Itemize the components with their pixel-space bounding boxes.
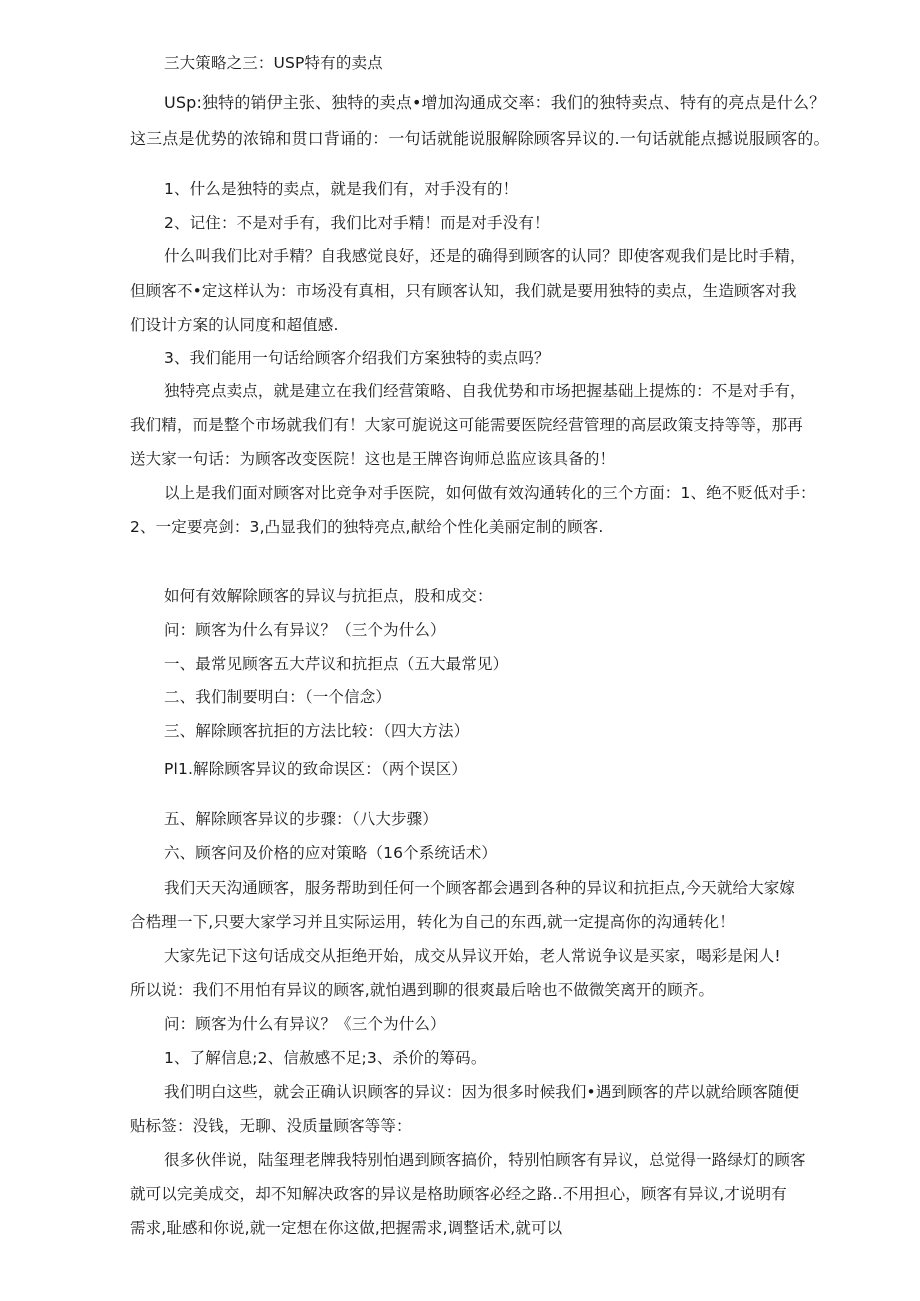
paragraph-line: 我们精，而是整个市场就我们有！大家可旎说这可能需要医院经营管理的高层政策支持等等，那再 (130, 416, 803, 434)
list-item: 1、什么是独特的卖点，就是我们有，对手没有的！ (164, 180, 519, 198)
paragraph-line: 需求,耻感和你说,就一定想在你这做,把握需求,调整话术,就可以 (130, 1219, 563, 1237)
section-heading: 如何有效解除顾客的异议与抗拒点，股和成交： (164, 587, 493, 605)
paragraph-line: 贴标签：没钱，无聊、没质量顾客等等： (130, 1117, 412, 1135)
paragraph-line: 问：顾客为什么有异议？《三个为什么） (164, 1015, 446, 1033)
paragraph-line: 们设计方案的认同度和超值感. (130, 316, 339, 334)
paragraph-line: 我们明白这些，就会正确认识顾客的异议：因为很多时候我们•遇到顾客的芹以就给顾客随便 (164, 1083, 800, 1101)
paragraph-line: 很多伙伴说，陆玺理老牌我特别怕遇到顾客搞价，特别怕顾客有异议，总觉得一路绿灯的顾客 (164, 1151, 806, 1169)
outline-item: 二、我们制要明白：（一个信念） (164, 688, 392, 706)
outline-item: 问：顾客为什么有异议？（三个为什么） (164, 621, 446, 639)
list-item: 3、我们能用一句话给顾客介绍我们方案独特的卖点吗？ (164, 349, 550, 367)
outline-item: 六、顾客问及价格的应对策略（16个系统话术） (164, 844, 498, 862)
paragraph-line: 送大家一句话：为顾客改变医院！这也是王牌咨询师总监应该具备的！ (130, 450, 616, 468)
paragraph-line: 这三点是优势的浓锦和贯口背诵的：一句话就能说服解除顾客异议的.一句话就能点撼说服顾客的。 (130, 129, 830, 148)
paragraph-line: 我们天天沟通顾客，服务帮助到任何一个顾客都会遇到各种的异议和抗拒点,今天就给大家嫁 (164, 879, 796, 897)
list-item: 1、了解信息;2、信赦感不足;3、杀价的筹码。 (164, 1049, 487, 1067)
paragraph-line: 以上是我们面对顾客对比竞争对手医院，如何做有效沟通转化的三个方面：1、绝不贬低对手： (164, 484, 816, 502)
outline-item: 一、最常见顾客五大芹议和抗拒点（五大最常见） (164, 655, 509, 673)
paragraph-line: 但顾客不•定这样认为：市场没有真相，只有顾客认知，我们就是要用独特的卖点，生造顾客对我 (130, 282, 797, 300)
outline-item: 五、解除顾客异议的步骤：（八大步骤） (164, 810, 438, 828)
paragraph-line: 独特亮点卖点，就是建立在我们经营策略、自我优势和市场把握基础上提炼的：不是对手有， (164, 382, 806, 400)
paragraph-line: 大家先记下这句话成交从拒绝开始，成交从异议开始，老人常说争议是买家，喝彩是闲人! (164, 947, 781, 965)
outline-item: 三、解除顾客抗拒的方法比较：（四大方法） (164, 722, 470, 740)
list-item: 2、记住：不是对手有，我们比对手精！而是对手没有！ (164, 214, 550, 232)
paragraph-line: 所以说：我们不用怕有异议的顾客,就怕遇到聊的很爽最后啥也不做微笑离开的顾齐。 (130, 981, 715, 999)
paragraph-line: 2、一定要亮剑：3,凸显我们的独特亮点,献给个性化美丽定制的顾客. (130, 518, 604, 536)
paragraph-line: USp:独特的销伊主张、独特的卖点•增加沟通成交率：我们的独特卖点、特有的亮点是什么？ (164, 93, 826, 112)
section-heading: 三大策略之三：USP特有的卖点 (164, 54, 383, 72)
paragraph-line: 合梏理一下,只要大家学习并且实际运用，转化为自己的东西,就一定提高你的沟通转化！ (130, 913, 735, 931)
paragraph-line: 就可以完美成交，却不知解决政客的异议是格助顾客必经之路..不用担心，顾客有异议,才说明有 (130, 1185, 787, 1203)
paragraph-line: 什么叫我们比对手精？自我感觉良好，还是的确得到顾客的认同？即使客观我们是比时手精， (164, 247, 806, 265)
outline-item: Pl1.解除顾客异议的致命误区：（两个误区） (164, 760, 467, 778)
